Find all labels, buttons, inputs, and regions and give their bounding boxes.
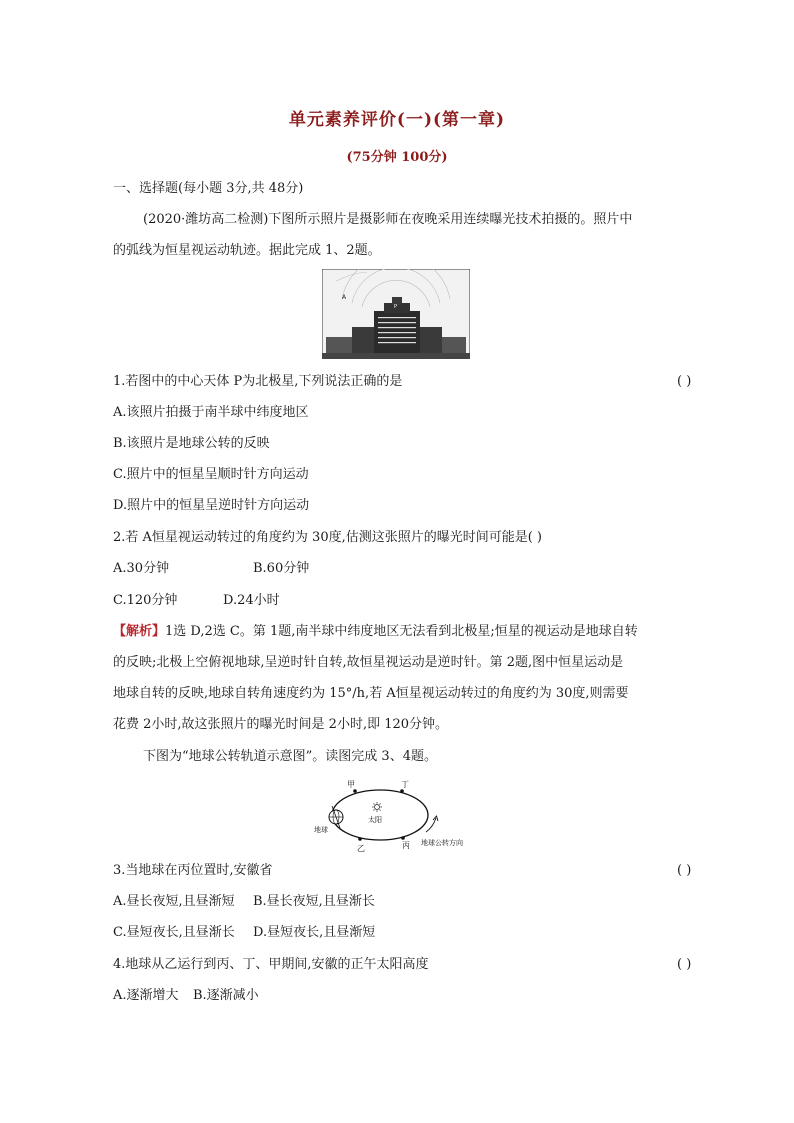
answer-bracket: ( ) — [677, 957, 692, 972]
option-d: D.24小时 — [223, 593, 280, 608]
option-a: A.30分钟 — [113, 561, 170, 576]
option-a: A.逐渐增大 — [113, 988, 179, 1003]
page-title: 单元素养评价(一)(第一章) — [288, 110, 506, 130]
intro-text-line: 下图为“地球公转轨道示意图”。读图完成 3、4题。 — [143, 749, 437, 764]
option-d: D.昼短夜长,且昼渐短 — [253, 925, 376, 940]
sun-icon — [372, 802, 382, 812]
option-c: C.昼短夜长,且昼渐长 — [113, 925, 235, 940]
earth-orbit-diagram — [300, 775, 500, 855]
analysis-line: 地球自转的反映,地球自转角速度约为 15°/h,若 A恒星视运动转过的角度约为 30度,则需要 — [113, 686, 629, 701]
star-a-label: A — [342, 294, 347, 301]
option-c: C.120分钟 — [113, 593, 178, 608]
position-yi-label: 乙 — [357, 844, 365, 853]
question-2-stem: 2.若 A恒星视运动转过的角度约为 30度,估测这张照片的曝光时间可能是( ) — [113, 530, 543, 545]
polaris-p-label: P — [394, 304, 398, 310]
question-1-stem: 1.若图中的中心天体 P为北极星,下列说法正确的是 — [113, 374, 403, 389]
page-subtitle: (75分钟 100分) — [346, 150, 448, 165]
answer-bracket: ( ) — [677, 374, 692, 389]
orbit-direction-label: 地球公转方向 — [421, 839, 463, 847]
intro-text-line: (2020·潍坊高二检测)下图所示照片是摄影师在夜晚采用连续曝光技术拍摄的。照片中 — [143, 212, 633, 227]
analysis-tag: 【解析】 — [113, 624, 166, 639]
question-3-stem: 3.当地球在丙位置时,安徽省 — [113, 863, 273, 878]
option-c: C.照片中的恒星呈顺时针方向运动 — [113, 467, 309, 482]
option-b: B.逐渐减小 — [193, 988, 259, 1003]
answer-bracket: ( ) — [677, 863, 692, 878]
analysis-line: 花费 2小时,故这张照片的曝光时间是 2小时,即 120分钟。 — [113, 717, 449, 732]
option-d: D.照片中的恒星呈逆时针方向运动 — [113, 498, 310, 513]
position-ding-label: 丁 — [401, 780, 409, 789]
option-b: B.60分钟 — [253, 561, 310, 576]
sun-label: 太阳 — [368, 816, 382, 824]
intro-text-line: 的弧线为恒星视运动轨迹。据此完成 1、2题。 — [113, 243, 381, 258]
position-jia-label: 甲 — [347, 780, 355, 789]
option-b: B.昼长夜短,且昼渐长 — [253, 894, 375, 909]
option-a: A.该照片拍摄于南半球中纬度地区 — [113, 405, 309, 420]
option-a: A.昼长夜短,且昼渐短 — [113, 894, 235, 909]
position-bing-label: 丙 — [402, 841, 410, 850]
earth-label: 地球 — [314, 826, 328, 834]
star-trail-photo — [322, 269, 470, 359]
analysis-text: 1选 D,2选 C。第 1题,南半球中纬度地区无法看到北极星;恒星的视运动是地球自转 — [165, 624, 638, 639]
option-b: B.该照片是地球公转的反映 — [113, 436, 270, 451]
section-heading: 一、选择题(每小题 3分,共 48分) — [113, 181, 304, 196]
analysis-line — [113, 624, 638, 640]
analysis-line: 的反映;北极上空俯视地球,呈逆时针自转,故恒星视运动是逆时针。第 2题,图中恒星运动是 — [113, 655, 624, 670]
question-4-stem: 4.地球从乙运行到丙、丁、甲期间,安徽的正午太阳高度 — [113, 957, 429, 972]
